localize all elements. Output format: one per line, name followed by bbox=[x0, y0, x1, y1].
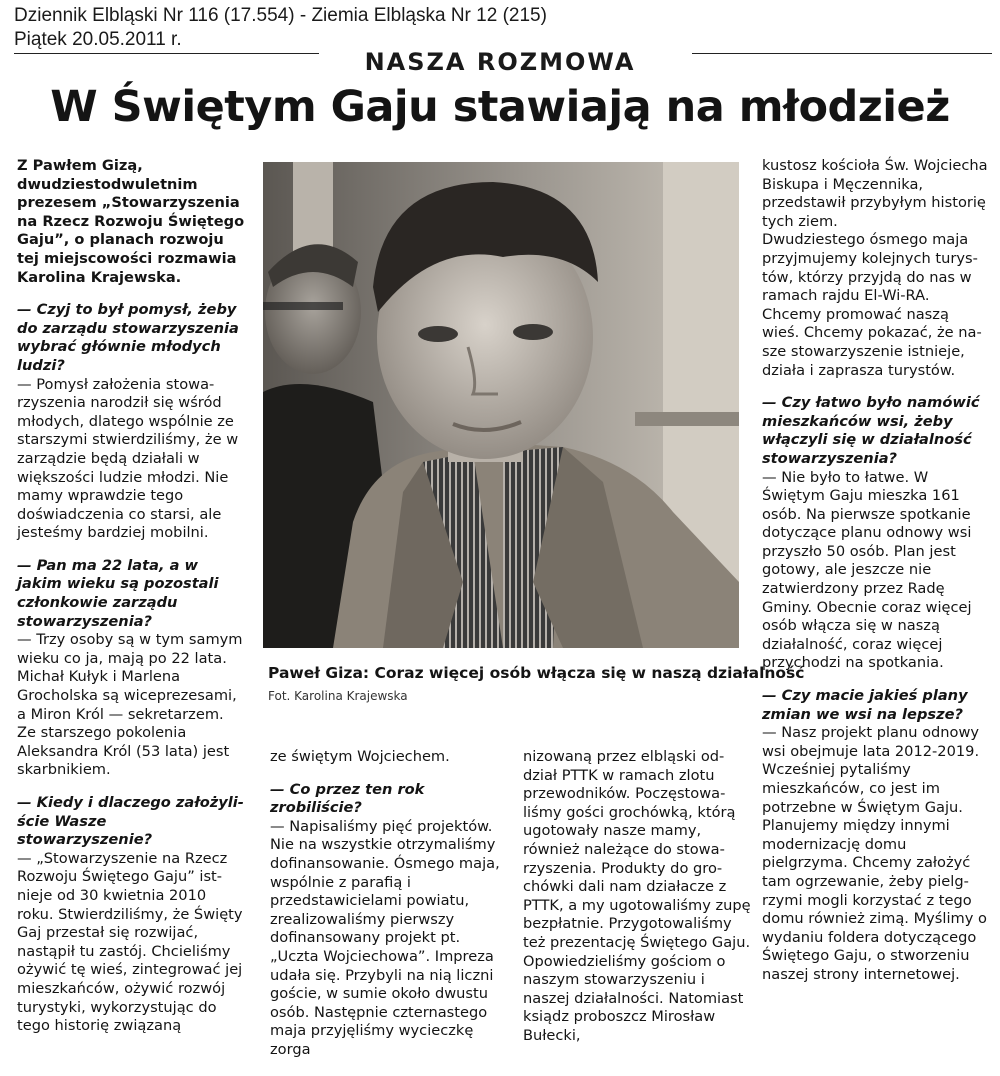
article-photo bbox=[263, 162, 739, 648]
masthead-date: Piątek 20.05.2011 r. bbox=[14, 29, 182, 50]
question-1: — Czyj to był pomysł, żeby do zarządu stowarzyszenia wybrać głównie młodych ludzi? bbox=[17, 301, 239, 374]
article-headline: W Świętym Gaju stawiają na młodzież bbox=[50, 82, 950, 132]
question-6: — Czy macie jakieś plany zmian we wsi na lepsze? bbox=[762, 687, 968, 723]
article-column-1 bbox=[17, 157, 245, 1036]
portrait-photo-image bbox=[263, 162, 739, 648]
question-4: — Co przez ten rok zrobiliście? bbox=[270, 780, 425, 817]
answer-2: — Trzy osoby są w tym samym wieku co ja, mają po 22 lata. Michał Kułyk i Marlena Grocholska są wiceprezesami, a Miron Król — sekretarzem. Ze starszego pokolenia Aleksandra Król (53 lata) jest skarbnikiem. bbox=[17, 631, 243, 779]
article-column-3 bbox=[523, 748, 751, 1046]
article-column-2 bbox=[270, 748, 502, 1060]
answer-4-continued-2: kustosz kościoła Św. Wojciecha Biskupa i Męczennika, przedstawił przybyłym historię tych ziem. bbox=[762, 157, 988, 230]
answer-4-continued: nizowaną przez elbląski oddział PTTK w ramach zlotu przewodników. Poczęstowaliśmy gości grochówką, którą ugotowały nasze mamy, również należące do stowarzyszenia. Produkty do grochówki dali nam działacze z PTTK, a my ugotowaliśmy zupę bezpłatnie. Przygotowaliśmy też prezentację Świętego Gaju. Opowiedzieliśmy gościom o naszym stowarzyszeniu i naszej działalności. Natomiast ksiądz proboszcz Mirosław Bułecki, bbox=[523, 748, 751, 1044]
masthead-issue: Dziennik Elbląski Nr 116 (17.554) - Ziemia Elbląska Nr 12 (215) bbox=[14, 5, 547, 26]
question-2: — Pan ma 22 lata, a w jakim wieku są pozostali członkowie zarządu stowarzyszenia? bbox=[17, 556, 219, 630]
masthead bbox=[14, 4, 547, 52]
answer-4-paragraph-2: Dwudziestego ósmego maja przyjmujemy kolejnych turystów, którzy przyjdą do nas w ramach rajdu El-Wi-RA. Chcemy promować naszą wieś. Chcemy pokazać, że nasze stowarzyszenie istnieje, działa i zaprasza turystów. bbox=[762, 231, 982, 379]
photo-credit: Fot. Karolina Krajewska bbox=[268, 689, 408, 703]
answer-6: — Nasz projekt planu odnowy wsi obejmuje lata 2012-2019. Wcześniej pytaliśmy mieszkańców, co jest im potrzebne w Świętym Gaju. Planujemy między innymi modernizację domu pielgrzyma. Chcemy założyć tam ogrzewanie, żeby pielgrzymi mogli korzystać z tego domu również zimą. Myślimy o wydaniu foldera dotyczącego Świętego Gaju, o stworzeniu naszej strony internetowej. bbox=[762, 724, 987, 983]
article-column-4 bbox=[762, 157, 990, 985]
answer-3-continued: ze świętym Wojciechem. bbox=[270, 748, 450, 765]
answer-3: — „Stowarzyszenie na Rzecz Rozwoju Świętego Gaju” istnieje od 30 kwietnia 2010 roku. Stwierdziliśmy, że Święty Gaj przestał się rozwijać, nastąpił tu zastój. Chcieliśmy ożywić tę wieś, zintegrować jej mieszkańców, ożywić rozwój turystyki, wykorzystując do tego historię związaną bbox=[17, 849, 243, 1035]
question-3: — Kiedy i dlaczego założyliście Wasze stowarzyszenie? bbox=[17, 794, 244, 849]
photo-caption: Paweł Giza: Coraz więcej osób włącza się w naszą działalność bbox=[268, 664, 805, 682]
article-lead: Z Pawłem Gizą, dwudziestodwuletnim prezesem „Stowarzyszenia na Rzecz Rozwoju Świętego Gaju”, o planach rozwoju tej miejscowości rozmawia Karolina Krajewska. bbox=[17, 157, 245, 286]
answer-5: — Nie było to łatwe. W Świętym Gaju mieszka 161 osób. Na pierwsze spotkanie dotyczące planu odnowy wsi przyszło 50 osób. Plan jest gotowy, ale jeszcze nie zatwierdzony przez Radę Gminy. Obecnie coraz więcej osób włącza się w naszą działalność, coraz więcej przychodzi na spotkania. bbox=[762, 468, 972, 672]
question-5: — Czy łatwo było namówić mieszkańców wsi, żeby włączyli się w działalność stowarzyszenia? bbox=[762, 394, 980, 467]
section-kicker: NASZA ROZMOWA bbox=[364, 48, 636, 76]
answer-1: — Pomysł założenia stowarzyszenia narodził się wśród młodych, dlatego wspólnie ze starszymi stwierdziliśmy, że w zarządzie będą działali w większości ludzie młodzi. Nie mamy wprawdzie tego doświadczenia co starsi, ale jesteśmy bardziej mobilni. bbox=[17, 375, 239, 542]
answer-4: — Napisaliśmy pięć projektów. Nie na wszystkie otrzymaliśmy dofinansowanie. Ósmego maja, wspólnie z parafią i przedstawicielami powiatu, zrealizowaliśmy pierwszy dofinansowany projekt pt. „Uczta Wojciechowa”. Impreza udała się. Przybyli na nią liczni goście, w sumie około dwustu osób. Następnie czternastego maja przyjęliśmy wycieczkę zorga bbox=[270, 817, 500, 1058]
